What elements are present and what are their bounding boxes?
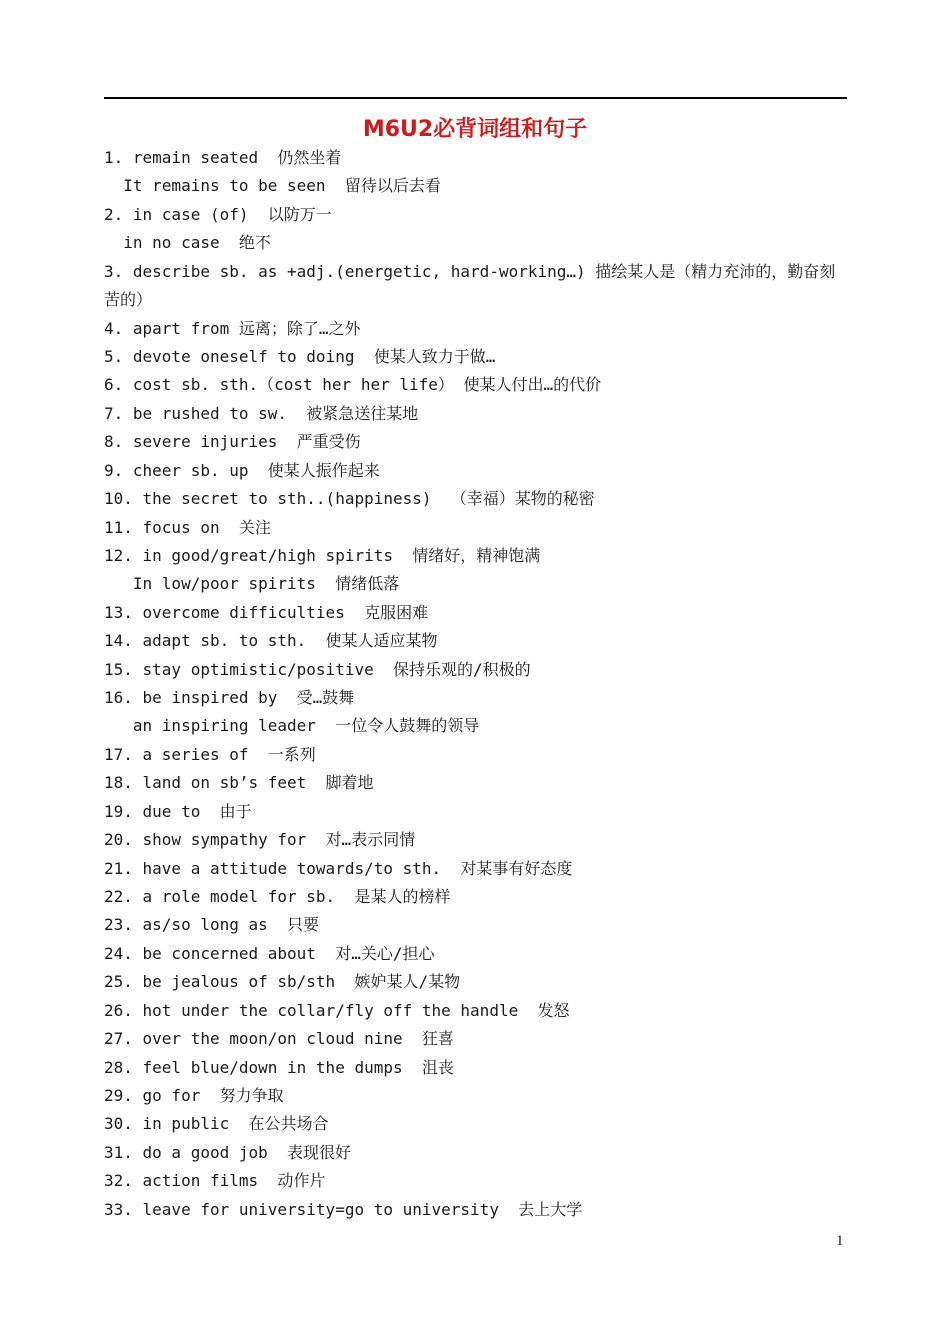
list-item: 26. hot under the collar/fly off the handle 发怒 (104, 1000, 570, 1020)
list-item: 13. overcome difficulties 克服困难 (104, 602, 429, 622)
list-item: 6. cost sb. sth.（cost her her life） 使某人付出…的代价 (104, 375, 602, 395)
list-item: 2. in case (of) 以防万一 (104, 204, 332, 224)
list-item: 29. go for 努力争取 (104, 1085, 284, 1105)
page-number: 1 (836, 1233, 844, 1249)
list-item: 17. a series of 一系列 (104, 744, 316, 764)
list-item: 28. feel blue/down in the dumps 沮丧 (104, 1057, 454, 1077)
list-item: 23. as/so long as 只要 (104, 915, 320, 935)
header-rule (104, 97, 847, 99)
list-item: 18. land on sb’s feet 脚着地 (104, 773, 374, 793)
list-item: 8. severe injuries 严重受伤 (104, 432, 361, 452)
list-item: 22. a role model for sb. 是某人的榜样 (104, 887, 451, 906)
list-item: In low/poor spirits 情绪低落 (104, 574, 400, 594)
list-item: It remains to be seen 留待以后去看 (104, 176, 441, 196)
list-item: 24. be concerned about 对…关心/担心 (104, 943, 435, 963)
list-item: 30. in public 在公共场合 (104, 1114, 329, 1134)
list-item: an inspiring leader 一位令人鼓舞的领导 (104, 716, 480, 736)
list-item: 4. apart from 远离；除了…之外 (104, 318, 361, 338)
list-item: 32. action films 动作片 (104, 1171, 326, 1191)
phrase-list (104, 144, 849, 1224)
list-item: 3. describe sb. as +adj.(energetic, hard-working…) 描绘某人是（精力充沛的，勤奋刻苦的） (104, 261, 836, 310)
list-item: 27. over the moon/on cloud nine 狂喜 (104, 1029, 454, 1049)
list-item: 7. be rushed to sw. 被紧急送往某地 (104, 403, 419, 423)
list-item: 14. adapt sb. to sth. 使某人适应某物 (104, 631, 438, 651)
list-item: 25. be jealous of sb/sth 嫉妒某人/某物 (104, 972, 461, 992)
list-item: 15. stay optimistic/positive 保持乐观的/积极的 (104, 659, 531, 679)
list-item: 21. have a attitude towards/to sth. 对某事有好态度 (104, 858, 573, 878)
list-item: 10. the secret to sth..(happiness) （幸福）某物的秘密 (104, 489, 595, 509)
list-item: 31. do a good job 表现很好 (104, 1142, 352, 1162)
page-title: M6U2必背词组和句子 (362, 117, 588, 142)
list-item: 33. leave for university=go to university 去上大学 (104, 1199, 583, 1219)
list-item: 20. show sympathy for 对…表示同情 (104, 830, 416, 850)
list-item: 5. devote oneself to doing 使某人致力于做… (104, 346, 496, 366)
list-item: 11. focus on 关注 (104, 517, 271, 537)
list-item: 1. remain seated 仍然坐着 (104, 148, 342, 167)
list-item: 19. due to 由于 (104, 801, 252, 821)
list-item: 16. be inspired by 受…鼓舞 (104, 688, 355, 708)
list-item: 9. cheer sb. up 使某人振作起来 (104, 460, 380, 480)
list-item: 12. in good/great/high spirits 情绪好，精神饱满 (104, 545, 541, 565)
list-item: in no case 绝不 (104, 233, 271, 253)
